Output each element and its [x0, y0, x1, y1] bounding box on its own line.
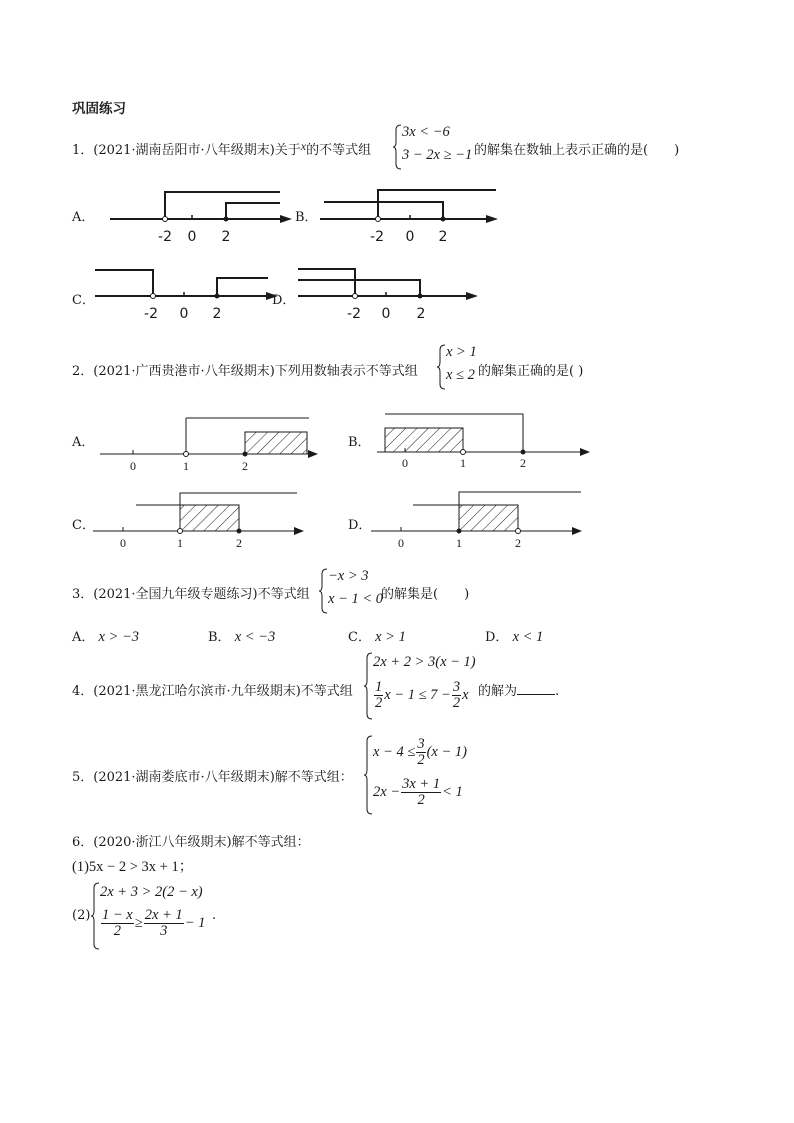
- expr: 2x −: [373, 783, 401, 800]
- choice-label: C．: [348, 630, 371, 645]
- q3-choice-b: [208, 626, 275, 646]
- tick-label: 0: [130, 459, 136, 473]
- q6-line-2: [100, 908, 205, 939]
- tick-label: 0: [405, 229, 415, 245]
- q5-prefix: 5．(2021·湖南娄底市·八年级期末)解不等式组：: [72, 770, 353, 785]
- fraction: [374, 680, 383, 711]
- tick-label: 0: [187, 229, 197, 245]
- q2-option-d-numberline: [366, 488, 596, 552]
- tick-label: 1: [460, 456, 466, 470]
- q2-option-c-numberline: [88, 488, 318, 552]
- q6-end: .: [212, 908, 217, 923]
- q6-line-1: 2x + 3 > 2(2 − x): [100, 884, 203, 900]
- choice-label: B．: [208, 630, 231, 645]
- q1-option-d-numberline: [295, 262, 495, 324]
- brace-icon: [319, 568, 328, 614]
- expr: − 1: [184, 914, 206, 931]
- q4-end: .: [555, 684, 560, 699]
- q1-suffix: 的解集在数轴上表示正确的是( ): [474, 143, 680, 158]
- expr: ≥: [134, 914, 143, 931]
- q6-part-1: (1)5x − 2 > 3x + 1；: [72, 859, 194, 875]
- tick-label: 1: [183, 459, 189, 473]
- q5-system: [364, 735, 494, 815]
- choice-label: D．: [485, 630, 509, 645]
- q3-system: [319, 568, 389, 614]
- q4-suffix: 的解为: [478, 684, 518, 699]
- tick-label: 2: [242, 459, 248, 473]
- expr: (x − 1): [426, 743, 467, 760]
- q2-prefix: 2．(2021·广西贵港市·八年级期末)下列用数轴表示不等式组: [72, 364, 418, 379]
- expr: x − 1 ≤ 7 −: [384, 686, 451, 703]
- q3-prefix: 3．(2021·全国九年级专题练习)不等式组: [72, 587, 310, 602]
- choice-label: A．: [72, 630, 95, 645]
- q2-option-c-label: C．: [72, 518, 95, 533]
- tick-label: 1: [456, 536, 462, 550]
- q3-choice-a: [72, 626, 139, 646]
- expr: x: [462, 686, 469, 703]
- q3-sys-line-1: −x > 3: [328, 568, 369, 584]
- choice-expr: x < 1: [512, 629, 544, 645]
- brace-icon: [91, 882, 100, 950]
- denominator: 2: [417, 792, 425, 808]
- q1-prefix: 1．(2021·湖南岳阳市·八年级期末)关于: [72, 143, 301, 158]
- tick-label: 2: [515, 536, 521, 550]
- choice-expr: x > −3: [98, 629, 140, 645]
- tick-label: 0: [402, 456, 408, 470]
- numerator: 2x + 1: [144, 907, 183, 923]
- q2-sys-line-1: x > 1: [446, 344, 477, 360]
- brace-icon: [437, 344, 446, 390]
- fraction: [144, 908, 184, 939]
- q3-sys-line-2: x − 1 < 0: [328, 591, 384, 607]
- q3-choice-c: [348, 626, 406, 646]
- q5-line-2: [373, 777, 463, 808]
- tick-label: 2: [212, 306, 222, 322]
- denominator: 2: [452, 695, 461, 711]
- expr: x − 4 ≤: [373, 743, 416, 760]
- fraction: [416, 737, 425, 768]
- numerator: 1 − x: [102, 907, 133, 923]
- expr: < 1: [442, 783, 463, 800]
- q1-sys-line-2: 3 − 2x ≥ −1: [402, 147, 473, 163]
- tick-label: -2: [370, 229, 384, 245]
- q1-option-c-label: C．: [72, 293, 95, 308]
- q2-option-b-numberline: [372, 405, 602, 473]
- brace-icon: [364, 652, 373, 720]
- denominator: 2: [375, 695, 383, 711]
- choice-expr: x < −3: [234, 629, 276, 645]
- numerator: 1: [375, 679, 383, 695]
- q6-prefix: 6．(2020·浙江八年级期末)解不等式组：: [72, 835, 310, 850]
- numerator: 3: [417, 736, 425, 752]
- tick-label: 2: [438, 229, 448, 245]
- choice-expr: x > 1: [375, 629, 406, 645]
- answer-blank[interactable]: [517, 682, 555, 695]
- q2-option-a-numberline: [95, 412, 325, 474]
- numerator: 3x + 1: [402, 776, 441, 792]
- q6-system: [91, 882, 221, 952]
- q2-sys-line-2: x ≤ 2: [446, 367, 475, 383]
- q2-option-d-label: D．: [348, 518, 372, 533]
- denominator: 2: [113, 923, 121, 939]
- q1-option-b-numberline: [310, 185, 510, 245]
- q4-system: [364, 652, 484, 722]
- brace-icon: [364, 735, 373, 815]
- q2-option-a-label: A．: [72, 435, 95, 450]
- tick-label: 0: [398, 536, 404, 550]
- fraction: [101, 908, 134, 939]
- q1-sys-line-1: 3x < −6: [402, 124, 450, 140]
- q1-option-d-label: D．: [272, 293, 296, 308]
- q4-prefix: 4．(2021·黑龙江哈尔滨市·九年级期末)不等式组: [72, 684, 353, 699]
- q5-line-1: [373, 737, 467, 768]
- tick-label: 1: [177, 536, 183, 550]
- q2-option-b-label: B．: [348, 435, 371, 450]
- q4-line-2: [373, 680, 469, 711]
- tick-label: -2: [158, 229, 172, 245]
- denominator: 2: [417, 752, 425, 768]
- numerator: 3: [452, 679, 461, 695]
- tick-label: 0: [179, 306, 189, 322]
- tick-label: 2: [221, 229, 231, 245]
- denominator: 3: [160, 923, 168, 939]
- q3-suffix: 的解集是( ): [381, 587, 470, 602]
- fraction: [452, 680, 461, 711]
- tick-label: 2: [416, 306, 426, 322]
- fraction: [401, 777, 441, 808]
- q1-mid: 的不等式组: [306, 143, 372, 158]
- q2-suffix: 的解集正确的是( ): [478, 364, 584, 379]
- q4-line-1: 2x + 2 > 3(x − 1): [373, 654, 476, 670]
- q1-option-c-numberline: [90, 262, 290, 324]
- tick-label: -2: [347, 306, 361, 322]
- tick-label: 2: [236, 536, 242, 550]
- tick-label: 2: [520, 456, 526, 470]
- q1-system: [393, 124, 483, 170]
- q3-choice-d: [485, 626, 543, 646]
- tick-label: 0: [381, 306, 391, 322]
- q1-option-b-label: B．: [295, 210, 318, 225]
- q1-option-a-numberline: [100, 185, 300, 245]
- q6-part-2-label: (2): [72, 908, 91, 923]
- section-title: 巩固练习: [72, 101, 126, 117]
- q1-option-a-label: A．: [72, 210, 95, 225]
- brace-icon: [393, 124, 402, 170]
- tick-label: 0: [120, 536, 126, 550]
- tick-label: -2: [144, 306, 158, 322]
- q1-var: x: [300, 139, 307, 153]
